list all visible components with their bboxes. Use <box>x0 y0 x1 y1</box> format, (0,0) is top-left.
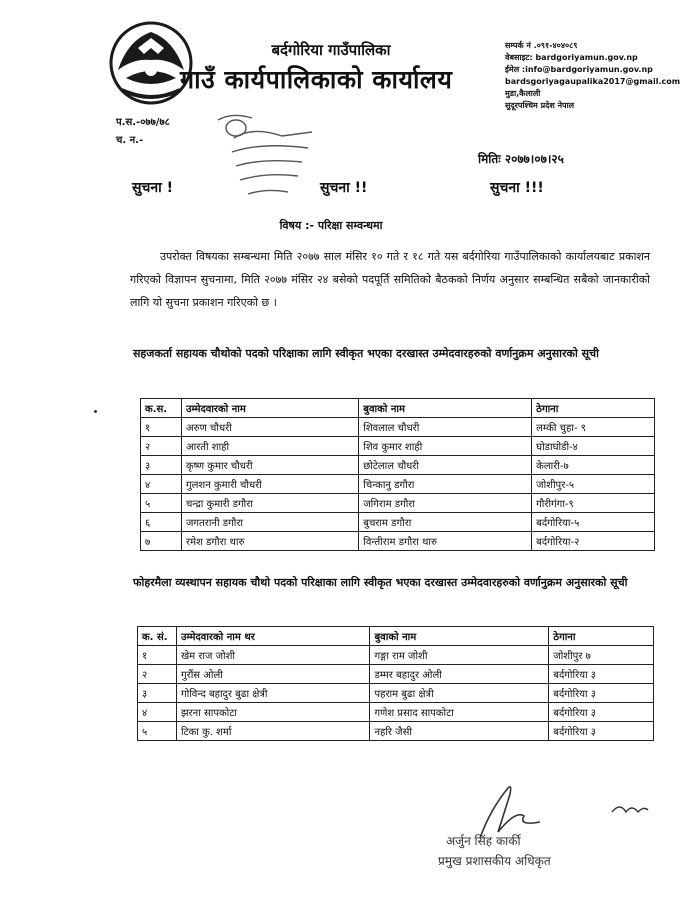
cell-father-name: गङ्गा राम जोशी <box>370 646 549 665</box>
table-header-row <box>138 627 654 646</box>
cell-address: बर्दगोरिया-२ <box>532 532 655 551</box>
notice-heading-1: सुचना ! <box>132 180 174 196</box>
dispatch-number: च. न.- <box>116 135 144 146</box>
signature-block <box>420 780 600 890</box>
section-1-title: सहजकर्ता सहायक चौथोको पदको परिक्षाका लागि स्वीकृत भएका दरखास्त उम्मेदवारहरुको वर्णानुक्रम अनुसारको सूची <box>133 347 599 360</box>
cell-serial: २ <box>141 437 182 456</box>
cell-address: बर्दगोरिया ३ <box>549 722 654 741</box>
cell-candidate-name: झरना सापकोटा <box>177 703 370 722</box>
cell-candidate-name: गोविन्द बहादुर बुढा क्षेत्री <box>177 684 370 703</box>
issue-date: मितिः २०७७।०७।२५ <box>478 152 564 166</box>
contact-province: सुदूरपश्चिम प्रदेश नेपाल <box>505 101 575 110</box>
table-row <box>138 684 654 703</box>
table-row <box>138 722 654 741</box>
table-row <box>141 475 655 494</box>
col-address: ठेगाना <box>532 399 655 418</box>
cell-serial: ४ <box>141 475 182 494</box>
cell-candidate-name: गुलशन कुमारी चौधरी <box>182 475 359 494</box>
cell-address: बर्दगोरिया ३ <box>549 703 654 722</box>
contact-location: मुडा,कैलाली <box>505 89 541 98</box>
cell-candidate-name: कृष्ण कुमार चौधरी <box>182 456 359 475</box>
table-row <box>141 418 655 437</box>
cell-father-name: डम्मर बहादुर ओली <box>370 665 549 684</box>
cell-address: जोशीपुर-५ <box>532 475 655 494</box>
cell-father-name: नहरि जैसी <box>370 722 549 741</box>
table-row <box>141 532 655 551</box>
contact-block <box>505 40 680 112</box>
table-row <box>138 703 654 722</box>
contact-website: वेबसाइट: bardgoriyamun.gov.np <box>505 53 638 62</box>
signature-icon <box>420 780 600 840</box>
cell-serial: १ <box>141 418 182 437</box>
col-candidate-name: उम्मेदवारको नाम <box>182 399 359 418</box>
cell-address: बर्दगोरिया-५ <box>532 513 655 532</box>
speck-mark <box>94 410 97 413</box>
table-header-row <box>141 399 655 418</box>
cell-candidate-name: जगतरानी डगौरा <box>182 513 359 532</box>
cell-address: केलारी-७ <box>532 456 655 475</box>
cell-candidate-name: आरती शाही <box>182 437 359 456</box>
cell-father-name: छोटेलाल चौधरी <box>359 456 532 475</box>
col-serial: क.स. <box>141 399 182 418</box>
cell-candidate-name: अरुण चौधरी <box>182 418 359 437</box>
office-name: गाउँ कार्यपालिकाको कार्यालय <box>180 65 453 94</box>
cell-father-name: पहराम बुढा क्षेत्री <box>370 684 549 703</box>
reference-block <box>116 114 170 150</box>
signatory-name: अर्जुन सिंह कार्की <box>446 834 521 848</box>
cell-serial: ६ <box>141 513 182 532</box>
reference-number: प.स.-०७७/७८ <box>116 117 170 128</box>
cell-address: बर्दगोरिया ३ <box>549 665 654 684</box>
cell-serial: ७ <box>141 532 182 551</box>
cell-address: लम्की चुहा- ९ <box>532 418 655 437</box>
col-candidate-name: उम्मेदवारको नाम थर <box>177 627 370 646</box>
cell-serial: ५ <box>138 722 177 741</box>
section-2-title: फोहरमैला व्यस्थापन सहायक चौथो पदको परिक्षाका लागि स्वीकृत भएका दरखास्त उम्मेदवारहरुको वर्णानुक्रम अनुसारको सूची <box>133 576 628 589</box>
cell-address: बर्दगोरिया ३ <box>549 684 654 703</box>
notice-heading-2: सुचना !! <box>320 180 368 196</box>
notice-heading-3: सुचना !!! <box>490 180 544 196</box>
candidate-table-1 <box>140 398 655 551</box>
cell-father-name: गणेश प्रसाद सापकोटा <box>370 703 549 722</box>
col-father-name: बुवाको नाम <box>359 399 532 418</box>
cell-father-name: विन्तीराम डगौरा थारु <box>359 532 532 551</box>
table-row <box>141 437 655 456</box>
cell-candidate-name: खेम राज जोशी <box>177 646 370 665</box>
col-address: ठेगाना <box>549 627 654 646</box>
cell-address: घोडाघोडी-४ <box>532 437 655 456</box>
cell-serial: ३ <box>138 684 177 703</box>
office-stamp-icon <box>212 108 324 206</box>
col-father-name: बुवाको नाम <box>370 627 549 646</box>
cell-candidate-name: गुरौंस ओली <box>177 665 370 684</box>
cell-candidate-name: टिका कु. शर्मा <box>177 722 370 741</box>
org-name: बर्दगोरिया गाउँपालिका <box>271 41 391 59</box>
contact-email: ईमेल :info@bardgoriyamun.gov.np <box>505 65 653 74</box>
cell-serial: २ <box>138 665 177 684</box>
table-row <box>141 513 655 532</box>
cell-father-name: चिन्कानु डगौरा <box>359 475 532 494</box>
table-row <box>141 456 655 475</box>
candidate-table-2 <box>137 626 654 741</box>
table-row <box>141 494 655 513</box>
table-row <box>138 665 654 684</box>
cell-father-name: जगिराम डगौरा <box>359 494 532 513</box>
notice-paragraph <box>130 245 650 314</box>
signatory-title: प्रमुख प्रशासकीय अधिकृत <box>438 854 551 868</box>
cell-father-name: शिव कुमार शाही <box>359 437 532 456</box>
initials-mark-icon <box>610 800 650 820</box>
cell-candidate-name: रमेश डगौरा थारु <box>182 532 359 551</box>
contact-phone: सम्पर्क नं .०९१-४०४०८९ <box>505 41 578 50</box>
cell-address: गौरीगंगा-९ <box>532 494 655 513</box>
cell-serial: १ <box>138 646 177 665</box>
cell-serial: ३ <box>141 456 182 475</box>
cell-father-name: बुचराम डगौरा <box>359 513 532 532</box>
cell-serial: ५ <box>141 494 182 513</box>
col-serial: क. सं. <box>138 627 177 646</box>
cell-father-name: शिवलाल चौधरी <box>359 418 532 437</box>
table-row <box>138 646 654 665</box>
subject-line: विषय :- परिक्षा सम्वन्धमा <box>279 219 383 232</box>
cell-candidate-name: चन्द्रा कुमारी डगौरा <box>182 494 359 513</box>
contact-email-alt: bardsgoriyagaupalika2017@gmail.com <box>505 77 680 86</box>
notice-paragraph-text: उपरोक्त विषयका सम्बन्धमा मिति २०७७ साल मंसिर १० गते र १८ गते यस बर्दगोरिया गाउँपालिकाको कार्यालयबाट प्रकाशन गरिएको विज्ञापन सुचनामा, मिति २०७७ मंसिर २४ बसेको पदपूर्ति समितिको बैठकको निर्णय अनुसार सम्बन्धित सबैको जानकारीको लागि यो सुचना प्रकाशन गरिएको छ । <box>130 250 650 309</box>
cell-address: जोशीपुर ७ <box>549 646 654 665</box>
cell-serial: ४ <box>138 703 177 722</box>
